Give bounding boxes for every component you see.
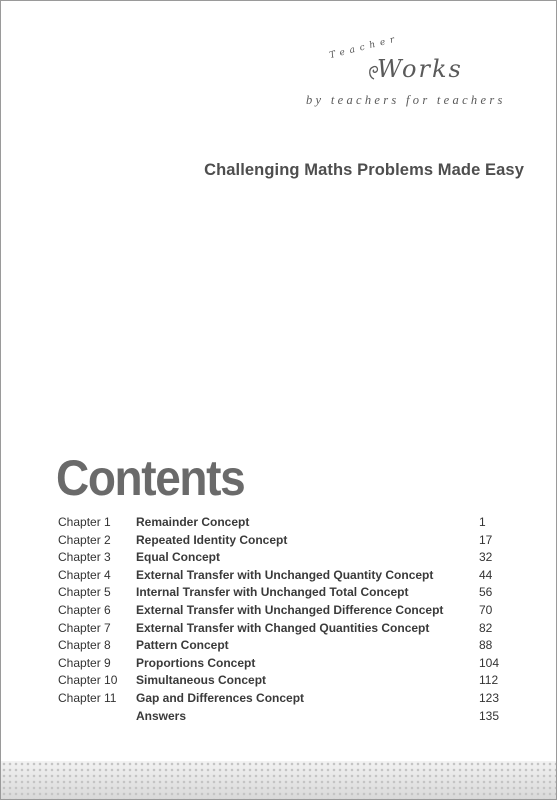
toc-page-number: 32 [479,550,493,565]
teacher-works-logo [301,34,541,121]
toc-chapter-title: Remainder Concept [136,515,250,529]
toc-chapter-label: Chapter 2 [58,532,111,547]
toc-row [58,568,528,586]
logo-teacher-text: Teacher [328,34,401,61]
toc-chapter-title: Internal Transfer with Unchanged Total Concept [136,585,409,600]
toc-chapter-title: External Transfer with Unchanged Quantity Concept [136,567,434,582]
toc-row [58,550,528,568]
toc-page-number: 123 [479,690,500,705]
toc-chapter-label: Chapter 11 [58,690,117,705]
toc-row [58,621,528,639]
contents-heading: Contents [56,450,245,506]
toc-chapter-label: Chapter 1 [58,515,111,529]
logo-works-text: Works [377,55,463,83]
toc-row [58,515,528,533]
toc-chapter-title: Answers [136,708,187,723]
footer-dot-band [1,761,556,799]
toc-chapter-label: Chapter 3 [58,550,111,565]
toc-chapter-title: Equal Concept [136,550,221,565]
toc-chapter-title: External Transfer with Unchanged Difference Concept [136,602,444,617]
toc-row [58,673,528,691]
toc-page-number: 82 [479,620,493,635]
toc-row [58,656,528,674]
logo-tagline: by teachers for teachers [306,93,506,107]
toc-page-number: 17 [479,532,493,547]
toc-chapter-label: Chapter 10 [58,673,118,688]
toc-row [58,585,528,603]
toc-page-number: 56 [479,585,493,600]
toc-chapter-label: Chapter 6 [58,602,111,617]
toc-chapter-title: Proportions Concept [136,655,256,670]
toc-page-number: 135 [479,708,500,723]
toc-page-number: 88 [479,638,493,653]
toc-page-number: 112 [479,673,499,688]
toc-chapter-label: Chapter 9 [58,655,111,670]
toc-chapter-title: Gap and Differences Concept [136,690,305,705]
toc-chapter-label: Chapter 7 [58,620,111,635]
toc-page-number: 1 [479,515,486,529]
toc-chapter-title: Simultaneous Concept [136,673,267,688]
toc-row [58,638,528,656]
book-subtitle: Challenging Maths Problems Made Easy [204,161,524,179]
toc-row [58,533,528,551]
toc-row [58,603,528,621]
toc-page-number: 70 [479,602,493,617]
toc-row [58,691,528,709]
toc-chapter-label: Chapter 5 [58,585,111,600]
toc-row [58,709,528,727]
toc-chapter-title: Pattern Concept [136,638,229,653]
toc-chapter-label: Chapter 8 [58,638,111,653]
toc-chapter-title: External Transfer with Changed Quantities Concept [136,620,430,635]
toc-page-number: 104 [479,655,500,670]
table-of-contents [58,515,528,726]
toc-chapter-label: Chapter 4 [58,567,111,582]
toc-page-number: 44 [479,567,493,582]
toc-chapter-title: Repeated Identity Concept [136,532,288,547]
